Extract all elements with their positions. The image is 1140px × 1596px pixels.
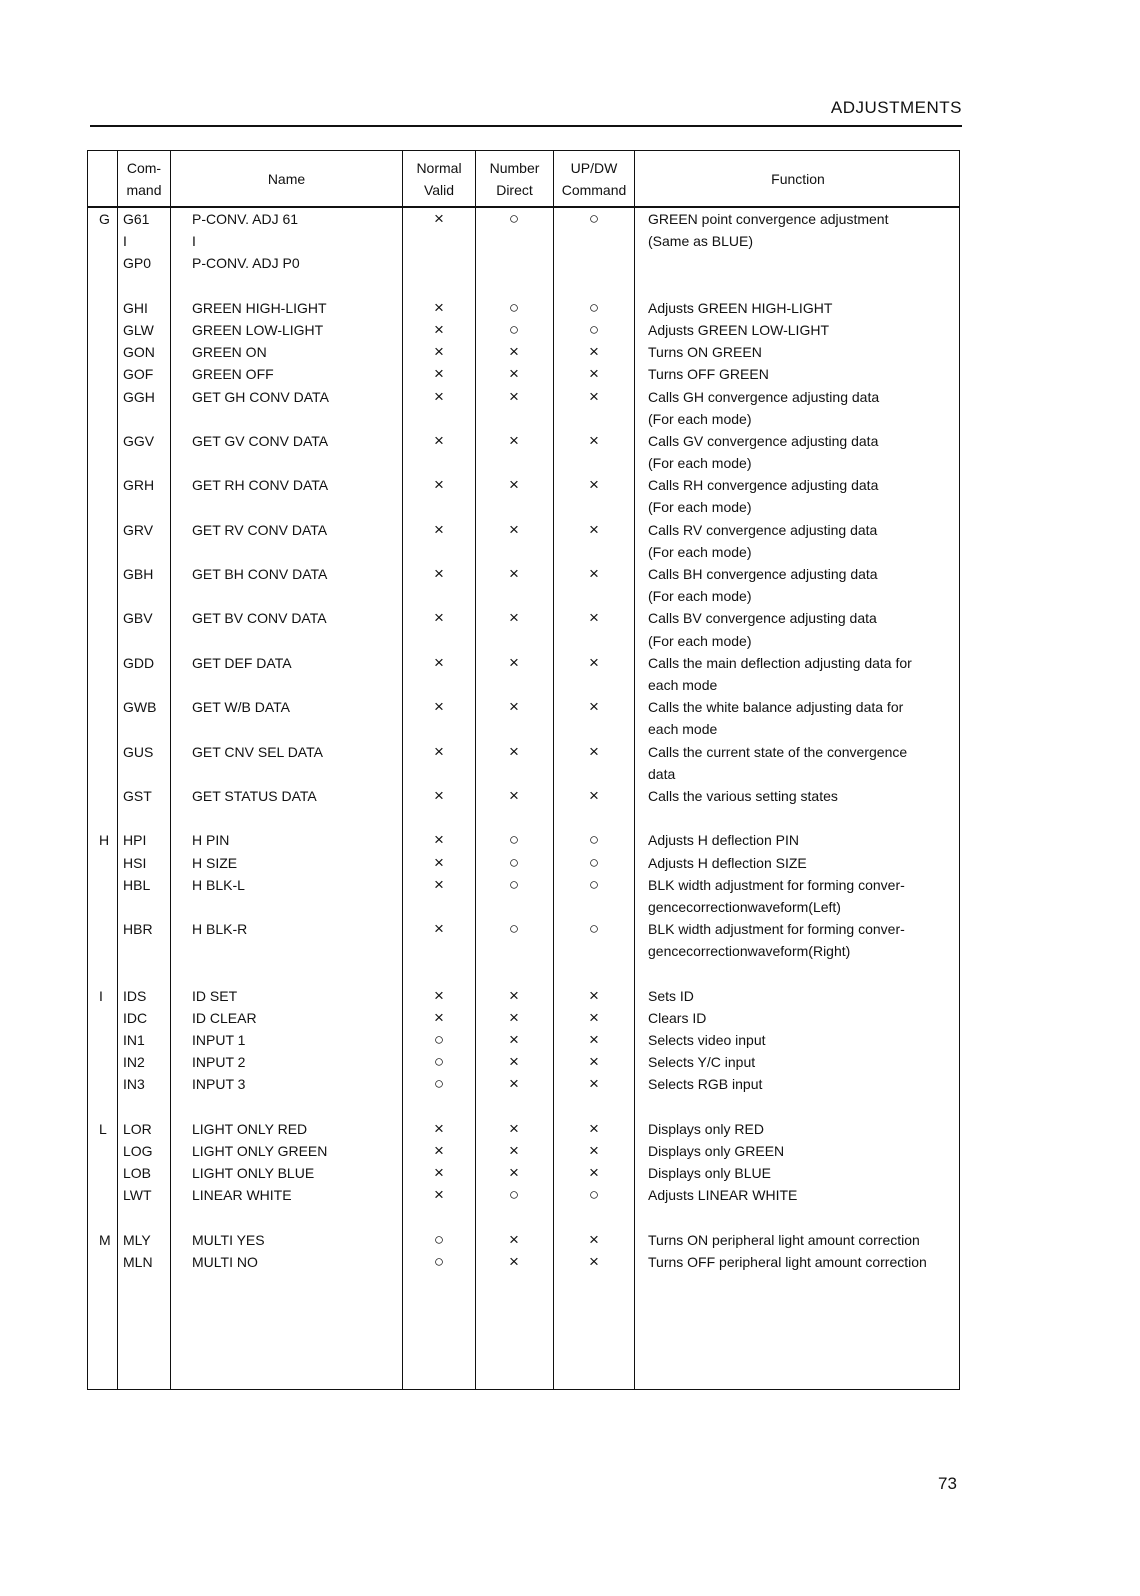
function-description: gencecorrectionwaveform(Right) [648,943,851,960]
command-code: LOG [123,1142,153,1159]
normal-valid-mark: × [434,297,444,317]
function-description: (For each mode) [648,632,752,649]
command-code: MLN [123,1253,153,1270]
normal-valid-mark: × [434,608,444,628]
header-rule [90,125,962,127]
normal-valid-mark: ○ [433,1074,445,1094]
section-title: ADJUSTMENTS [830,98,962,117]
command-name: ID SET [192,987,238,1004]
updw-command-mark: × [589,364,599,384]
updw-command-mark: × [589,1251,599,1271]
updw-command-mark: × [589,985,599,1005]
command-name: GET CNV SEL DATA [192,743,323,760]
number-direct-mark: × [509,1118,519,1138]
function-description: Clears ID [648,1009,707,1026]
number-direct-mark: ○ [508,319,520,339]
function-description: Turns OFF GREEN [648,366,769,383]
command-code: IDS [123,987,147,1004]
function-description: Turns ON GREEN [648,344,762,361]
updw-command-mark: ○ [588,209,600,228]
command-code: GP0 [123,255,152,272]
number-direct-mark: ○ [508,297,520,317]
updw-command-mark: × [589,564,599,584]
function-description: Turns ON peripheral light amount correction [648,1231,920,1248]
command-code: IN2 [123,1054,145,1071]
function-description: Calls GV convergence adjusting data [648,432,879,449]
number-direct-mark: × [509,1251,519,1271]
function-description: Calls GH convergence adjusting data [648,388,880,405]
number-direct-mark: × [509,1140,519,1160]
command-name: GREEN ON [192,344,267,361]
number-direct-mark: × [509,652,519,672]
normal-valid-mark: × [434,652,444,672]
function-description: BLK width adjustment for forming conver- [648,921,905,938]
function-description: BLK width adjustment for forming conver- [648,876,905,893]
function-description: (For each mode) [648,543,752,560]
normal-valid-mark: × [434,919,444,939]
command-name: LIGHT ONLY GREEN [192,1142,328,1159]
normal-valid-mark: × [434,519,444,539]
command-name: ID CLEAR [192,1009,257,1026]
function-description: Calls the white balance adjusting data for [648,699,904,716]
command-name: MULTI NO [192,1253,258,1270]
command-code: HSI [123,854,147,871]
updw-command-mark: × [589,1052,599,1072]
command-code: G61 [123,211,150,227]
updw-command-mark: ○ [588,297,600,317]
command-name: MULTI YES [192,1231,265,1248]
updw-command-mark: × [589,652,599,672]
updw-command-mark: × [589,386,599,406]
command-name: GET BV CONV DATA [192,610,327,627]
function-description: (For each mode) [648,455,752,472]
updw-command-mark: × [589,430,599,450]
function-description: data [648,765,676,782]
normal-valid-mark: × [434,985,444,1005]
number-direct-mark: × [509,1074,519,1094]
updw-command-mark: × [589,1074,599,1094]
column-divider [475,151,476,1389]
number-direct-mark: ○ [508,874,520,894]
command-name: INPUT 1 [192,1032,246,1049]
command-name: INPUT 2 [192,1054,246,1071]
function-description: Selects RGB input [648,1076,763,1093]
function-description: (For each mode) [648,499,752,516]
updw-command-mark: × [589,608,599,628]
function-description: Turns OFF peripheral light amount correction [648,1253,927,1270]
col-header-normal-valid: Normal Valid [416,159,462,198]
function-description: Displays only RED [648,1120,764,1137]
group-letter: H [99,832,110,849]
updw-command-mark: ○ [588,1185,600,1205]
number-direct-mark: × [509,741,519,761]
command-code: GHI [123,299,148,316]
function-description: Calls RH convergence adjusting data [648,477,879,494]
normal-valid-mark: × [434,830,444,850]
command-table [87,150,960,1390]
number-direct-mark: ○ [508,830,520,850]
updw-command-mark: ○ [588,319,600,339]
command-name: GET GV CONV DATA [192,432,329,449]
updw-command-mark: × [589,741,599,761]
number-direct-mark: ○ [508,852,520,872]
function-description: Displays only GREEN [648,1142,785,1159]
function-description: Calls BH convergence adjusting data [648,566,878,583]
function-description: each mode [648,721,718,738]
function-description: each mode [648,676,718,693]
normal-valid-mark: ○ [433,1251,445,1271]
function-description: Selects video input [648,1032,766,1049]
command-code: IN1 [123,1032,145,1049]
number-direct-mark: × [509,1052,519,1072]
command-code: GGV [123,432,155,449]
normal-valid-mark: × [434,1163,444,1183]
column-divider [402,151,403,1389]
normal-valid-mark: × [434,785,444,805]
updw-command-mark: × [589,519,599,539]
number-direct-mark: × [509,364,519,384]
updw-command-mark: × [589,1007,599,1027]
updw-command-mark: × [589,342,599,362]
column-divider [170,151,171,1389]
function-description: Calls the main deflection adjusting data for [648,654,912,671]
number-direct-mark: × [509,564,519,584]
command-code: GUS [123,743,154,760]
command-name: LIGHT ONLY BLUE [192,1165,315,1182]
command-name: GREEN OFF [192,366,274,383]
function-description: Sets ID [648,987,694,1004]
number-direct-mark: × [509,386,519,406]
number-direct-mark: × [509,985,519,1005]
normal-valid-mark: × [434,564,444,584]
function-description: (For each mode) [648,588,752,605]
function-description: Displays only BLUE [648,1165,771,1182]
command-name: P-CONV. ADJ 61 [192,211,299,227]
command-code: HBL [123,876,151,893]
function-description: Calls BV convergence adjusting data [648,610,877,627]
command-code: LOB [123,1165,152,1182]
normal-valid-mark: × [434,319,444,339]
updw-command-mark: ○ [588,852,600,872]
number-direct-mark: × [509,785,519,805]
function-description: Calls the various setting states [648,787,838,804]
command-name: LIGHT ONLY RED [192,1120,308,1137]
number-direct-mark: × [509,1163,519,1183]
function-description: Selects Y/C input [648,1054,756,1071]
updw-command-mark: × [589,1030,599,1050]
command-name: INPUT 3 [192,1076,246,1093]
command-code: GON [123,344,155,361]
updw-command-mark: × [589,475,599,495]
normal-valid-mark: × [434,209,444,228]
command-name: H BLK-L [192,876,245,893]
column-divider [553,151,554,1389]
command-code: GRH [123,477,155,494]
number-direct-mark: ○ [508,209,520,228]
command-name: P-CONV. ADJ P0 [192,255,300,272]
command-code: GRV [123,521,154,538]
normal-valid-mark: × [434,874,444,894]
command-code: HPI [123,832,147,849]
number-direct-mark: × [509,342,519,362]
number-direct-mark: × [509,475,519,495]
command-name: GREEN LOW-LIGHT [192,321,324,338]
column-divider [634,151,635,1389]
number-direct-mark: × [509,608,519,628]
command-name: GET RH CONV DATA [192,477,329,494]
normal-valid-mark: ○ [433,1229,445,1249]
number-direct-mark: ○ [508,1185,520,1205]
command-name: GET GH CONV DATA [192,388,329,405]
command-name: GET BH CONV DATA [192,566,328,583]
normal-valid-mark: × [434,342,444,362]
number-direct-mark: ○ [508,919,520,939]
command-code: IDC [123,1009,148,1026]
updw-command-mark: × [589,697,599,717]
function-description: Calls RV convergence adjusting data [648,521,878,538]
normal-valid-mark: × [434,475,444,495]
normal-valid-mark: × [434,1185,444,1205]
updw-command-mark: ○ [588,874,600,894]
function-description: gencecorrectionwaveform(Left) [648,898,841,915]
function-description: (Same as BLUE) [648,233,754,250]
column-divider [117,151,118,1389]
normal-valid-mark: × [434,430,444,450]
command-code: GST [123,787,152,804]
number-direct-mark: × [509,430,519,450]
normal-valid-mark: × [434,1118,444,1138]
normal-valid-mark: ○ [433,1030,445,1050]
command-name: LINEAR WHITE [192,1187,292,1204]
command-code: GLW [123,321,154,338]
function-description: Adjusts H deflection PIN [648,832,799,849]
updw-command-mark: × [589,1140,599,1160]
command-name: GREEN HIGH-LIGHT [192,299,327,316]
number-direct-mark: × [509,1229,519,1249]
command-code: LWT [123,1187,152,1204]
normal-valid-mark: × [434,741,444,761]
command-code: GOF [123,366,154,383]
function-description: Adjusts H deflection SIZE [648,854,807,871]
page-number: 73 [938,1474,957,1493]
command-code: I [123,233,127,250]
command-code: GDD [123,654,155,671]
command-name: H PIN [192,832,230,849]
normal-valid-mark: × [434,364,444,384]
command-code: IN3 [123,1076,145,1093]
function-description: Adjusts LINEAR WHITE [648,1187,798,1204]
function-description: (For each mode) [648,410,752,427]
updw-command-mark: × [589,1229,599,1249]
number-direct-mark: × [509,519,519,539]
command-code: GBH [123,566,154,583]
group-letter: I [99,987,103,1004]
number-direct-mark: × [509,1007,519,1027]
command-name: GET W/B DATA [192,699,291,716]
updw-command-mark: ○ [588,830,600,850]
command-code: GGH [123,388,155,405]
command-name: I [192,233,196,250]
function-description: Calls the current state of the convergence [648,743,908,760]
col-header-number-direct: Number Direct [489,159,540,198]
normal-valid-mark: × [434,697,444,717]
updw-command-mark: × [589,1163,599,1183]
command-code: GWB [123,699,157,716]
normal-valid-mark: × [434,386,444,406]
function-description: GREEN point convergence adjustment [648,211,889,227]
normal-valid-mark: × [434,1140,444,1160]
command-name: H BLK-R [192,921,248,938]
group-letter: M [99,1231,111,1248]
normal-valid-mark: × [434,852,444,872]
updw-command-mark: × [589,785,599,805]
command-name: H SIZE [192,854,238,871]
updw-command-mark: ○ [588,919,600,939]
col-header-function: Function [771,170,825,187]
number-direct-mark: × [509,1030,519,1050]
col-header-updw-command: UP/DW Command [561,159,627,198]
normal-valid-mark: × [434,1007,444,1027]
function-description: Adjusts GREEN HIGH-LIGHT [648,299,833,316]
normal-valid-mark: ○ [433,1052,445,1072]
group-letter: G [99,211,110,227]
col-header-command: Com- mand [126,159,162,198]
group-letter: L [99,1120,107,1137]
function-description: Adjusts GREEN LOW-LIGHT [648,321,830,338]
command-code: HBR [123,921,153,938]
command-code: MLY [123,1231,151,1248]
command-name: GET STATUS DATA [192,787,317,804]
command-name: GET RV CONV DATA [192,521,328,538]
updw-command-mark: × [589,1118,599,1138]
command-code: LOR [123,1120,152,1137]
number-direct-mark: × [509,697,519,717]
col-header-name: Name [267,170,306,187]
command-name: GET DEF DATA [192,654,292,671]
command-code: GBV [123,610,153,627]
